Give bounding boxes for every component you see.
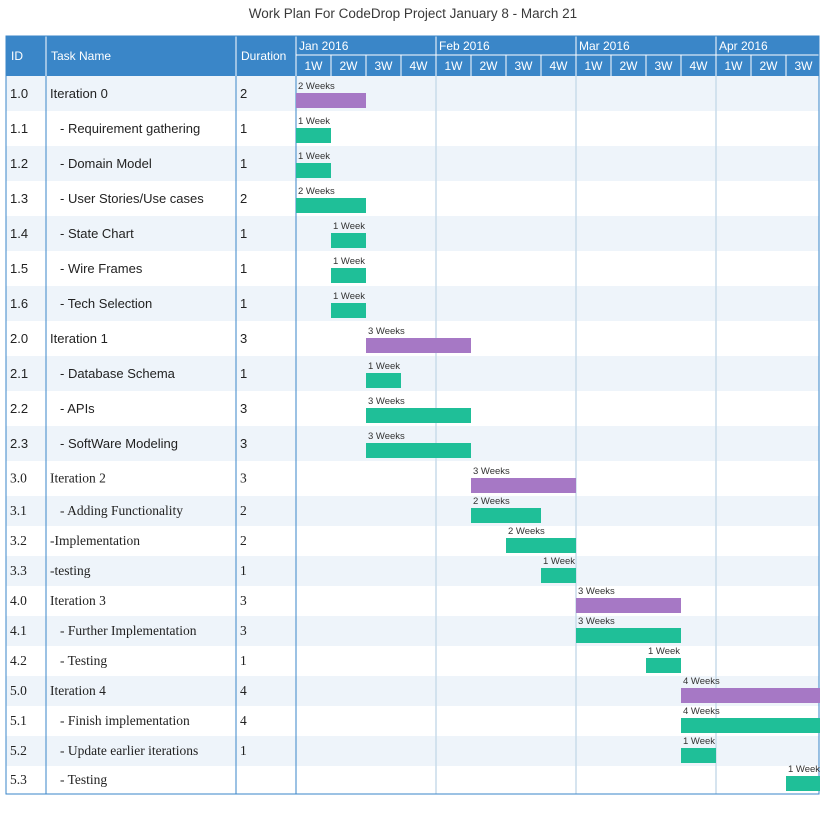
gantt-bar-task[interactable] <box>331 268 366 283</box>
chart-title: Work Plan For CodeDrop Project January 8 - March 21 <box>248 6 578 21</box>
bar-duration-label: 2 Weeks <box>473 496 510 507</box>
gantt-bar-task[interactable] <box>506 538 576 553</box>
week-label: 1W <box>724 59 743 73</box>
gantt-bar-task[interactable] <box>296 163 331 178</box>
task-duration: 2 <box>240 85 248 101</box>
month-label: Feb 2016 <box>439 39 490 53</box>
task-duration: 1 <box>240 295 248 311</box>
task-id: 5.1 <box>10 713 27 729</box>
week-label: 4W <box>549 59 568 73</box>
task-duration: 4 <box>240 713 247 729</box>
task-id: 1.3 <box>10 190 29 206</box>
month-label: Mar 2016 <box>579 39 630 53</box>
task-name: - APIs <box>60 400 95 416</box>
gantt-bar-task[interactable] <box>471 508 541 523</box>
task-name: Iteration 0 <box>50 85 108 101</box>
bar-duration-label: 1 Week <box>543 556 576 567</box>
task-duration: 3 <box>240 623 247 639</box>
gantt-bar-iteration[interactable] <box>681 688 820 703</box>
gantt-bar-task[interactable] <box>366 443 471 458</box>
task-id: 5.0 <box>10 683 27 699</box>
gantt-bar-task[interactable] <box>786 776 820 791</box>
bar-duration-label: 1 Week <box>368 361 401 372</box>
task-name: - Domain Model <box>60 155 152 171</box>
task-id: 2.1 <box>10 365 29 381</box>
task-id: 2.3 <box>10 435 29 451</box>
task-id: 1.0 <box>10 85 29 101</box>
bar-duration-label: 3 Weeks <box>368 431 405 442</box>
week-label: 2W <box>479 59 498 73</box>
task-id: 3.3 <box>10 563 27 579</box>
column-header-task: Task Name <box>51 49 112 63</box>
gantt-bar-task[interactable] <box>296 198 366 213</box>
gantt-bar-task[interactable] <box>366 373 401 388</box>
task-name: - Update earlier iterations <box>60 743 199 759</box>
bar-duration-label: 2 Weeks <box>298 81 335 92</box>
task-duration: 2 <box>240 533 247 549</box>
gantt-bar-task[interactable] <box>331 303 366 318</box>
task-name: - Finish implementation <box>60 713 190 729</box>
task-duration: 3 <box>240 470 247 486</box>
task-id: 1.4 <box>10 225 29 241</box>
gantt-bar-iteration[interactable] <box>576 598 681 613</box>
task-id: 5.3 <box>10 772 27 788</box>
row-background <box>6 76 819 111</box>
gantt-bar-task[interactable] <box>646 658 681 673</box>
task-id: 4.0 <box>10 593 27 609</box>
gantt-bar-task[interactable] <box>331 233 366 248</box>
week-label: 2W <box>339 59 358 73</box>
task-duration: 3 <box>240 330 248 346</box>
bar-duration-label: 4 Weeks <box>683 706 720 717</box>
task-name: - Requirement gathering <box>60 120 201 136</box>
bar-duration-label: 1 Week <box>648 646 681 657</box>
task-id: 1.2 <box>10 155 29 171</box>
task-name: - Wire Frames <box>60 260 143 276</box>
task-name: - Adding Functionality <box>60 503 183 519</box>
gantt-bar-iteration[interactable] <box>366 338 471 353</box>
bar-duration-label: 3 Weeks <box>368 326 405 337</box>
week-label: 1W <box>584 59 603 73</box>
bar-duration-label: 1 Week <box>683 736 716 747</box>
task-id: 4.2 <box>10 653 27 669</box>
task-name: -Implementation <box>50 533 140 549</box>
week-label: 2W <box>619 59 638 73</box>
task-duration: 1 <box>240 120 248 136</box>
task-duration: 3 <box>240 400 248 416</box>
task-duration: 1 <box>240 260 248 276</box>
task-name: - State Chart <box>60 225 134 241</box>
task-id: 1.5 <box>10 260 29 276</box>
task-id: 2.2 <box>10 400 29 416</box>
month-label: Apr 2016 <box>719 39 768 53</box>
task-id: 4.1 <box>10 623 27 639</box>
week-label: 3W <box>654 59 673 73</box>
task-id: 3.0 <box>10 470 27 486</box>
task-name: - User Stories/Use cases <box>60 190 204 206</box>
task-duration: 1 <box>240 743 247 759</box>
gantt-bar-task[interactable] <box>366 408 471 423</box>
week-label: 3W <box>374 59 393 73</box>
task-name: - Testing <box>60 653 108 669</box>
bar-duration-label: 2 Weeks <box>298 186 335 197</box>
week-label: 1W <box>304 59 323 73</box>
gantt-bar-iteration[interactable] <box>471 478 576 493</box>
week-label: 1W <box>444 59 463 73</box>
row-background <box>6 556 819 586</box>
column-header-duration: Duration <box>241 49 287 63</box>
task-id: 3.2 <box>10 533 27 549</box>
task-id: 1.6 <box>10 295 29 311</box>
task-duration: 1 <box>240 225 248 241</box>
task-name: - SoftWare Modeling <box>60 435 179 451</box>
bar-duration-label: 4 Weeks <box>683 676 720 687</box>
task-duration: 3 <box>240 435 248 451</box>
week-label: 4W <box>689 59 708 73</box>
gantt-bar-task[interactable] <box>681 748 716 763</box>
task-name: -testing <box>50 563 91 579</box>
week-label: 3W <box>514 59 533 73</box>
task-duration: 3 <box>240 593 247 609</box>
bar-duration-label: 3 Weeks <box>368 396 405 407</box>
gantt-bar-task[interactable] <box>296 128 331 143</box>
bar-duration-label: 3 Weeks <box>578 616 615 627</box>
task-name: - Database Schema <box>60 365 175 381</box>
gantt-bar-task[interactable] <box>541 568 576 583</box>
task-name: Iteration 4 <box>50 683 106 699</box>
task-id: 3.1 <box>10 503 27 519</box>
task-name: Iteration 1 <box>50 330 108 346</box>
task-name: - Testing <box>60 772 108 788</box>
month-label: Jan 2016 <box>299 39 349 53</box>
week-label: 2W <box>759 59 778 73</box>
task-duration: 1 <box>240 563 247 579</box>
bar-duration-label: 1 Week <box>298 151 331 162</box>
task-name: Iteration 3 <box>50 593 106 609</box>
task-id: 5.2 <box>10 743 27 759</box>
task-duration: 2 <box>240 190 248 206</box>
bar-duration-label: 1 Week <box>333 221 366 232</box>
task-id: 1.1 <box>10 120 29 136</box>
bar-duration-label: 1 Week <box>333 256 366 267</box>
task-name: Iteration 2 <box>50 470 106 486</box>
task-duration: 4 <box>240 683 247 699</box>
task-duration: 1 <box>240 155 248 171</box>
bar-duration-label: 1 Week <box>298 116 331 127</box>
bar-duration-label: 1 Week <box>333 291 366 302</box>
bar-duration-label: 3 Weeks <box>473 466 510 477</box>
task-id: 2.0 <box>10 330 29 346</box>
bar-duration-label: 1 Week <box>788 764 821 775</box>
column-header-id: ID <box>11 49 23 63</box>
task-name: - Tech Selection <box>60 295 153 311</box>
gantt-bar-task[interactable] <box>681 718 820 733</box>
bar-duration-label: 2 Weeks <box>508 526 545 537</box>
week-label: 3W <box>794 59 813 73</box>
task-duration: 2 <box>240 503 247 519</box>
task-duration: 1 <box>240 365 248 381</box>
bar-duration-label: 3 Weeks <box>578 586 615 597</box>
gantt-bar-iteration[interactable] <box>296 93 366 108</box>
week-label: 4W <box>409 59 428 73</box>
gantt-bar-task[interactable] <box>576 628 681 643</box>
task-duration: 1 <box>240 653 247 669</box>
task-name: - Further Implementation <box>60 623 197 639</box>
